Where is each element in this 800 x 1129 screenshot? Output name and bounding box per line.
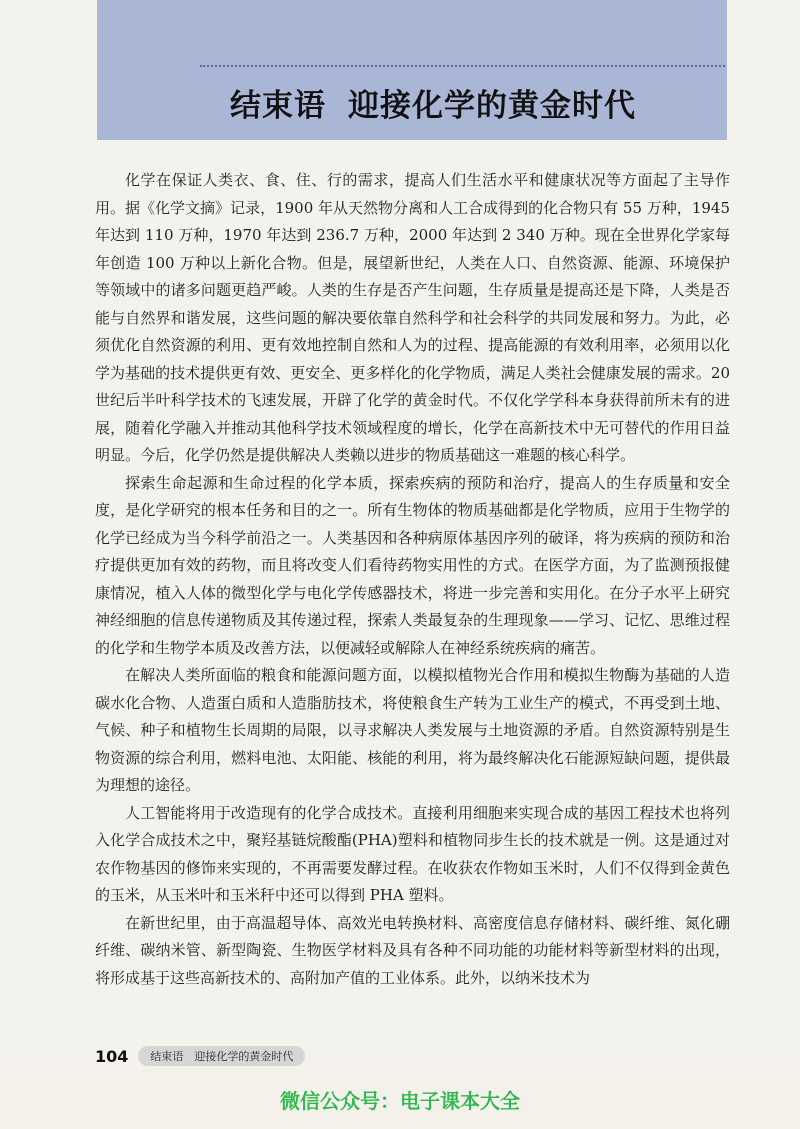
page-number: 104 bbox=[95, 1046, 129, 1066]
running-title: 结束语 迎接化学的黄金时代 bbox=[138, 1046, 305, 1066]
watermark-text: 微信公众号：电子课本大全 bbox=[280, 1089, 520, 1113]
banner-dotted-rule bbox=[200, 65, 725, 67]
body-text bbox=[95, 167, 730, 992]
chapter-title bbox=[230, 80, 636, 125]
page-footer bbox=[95, 1045, 395, 1067]
paragraph: 探索生命起源和生命过程的化学本质，探索疾病的预防和治疗，提高人的生存质量和安全度，是化学研究的根本任务和目的之一。所有生物体的物质基础都是化学物质，应用于生物学的化学已经成为当今科学前沿之一。人类基因和各种病原体基因序列的破译，将为疾病的预防和治疗提供更加有效的药物，而且将改变人们看待药物实用性的方式。在医学方面，为了监测预报健康情况，植入人体的微型化学与电化学传感器技术，将进一步完善和实用化。在分子水平上研究神经细胞的信息传递物质及其传递过程，探索人类最复杂的生理现象——学习、记忆、思维过程的化学和生物学本质及改善方法，以便减轻或解除人在神经系统疾病的痛苦。 bbox=[95, 473, 730, 657]
chapter-title-label: 结束语 bbox=[230, 88, 326, 124]
paragraph: 化学在保证人类衣、食、住、行的需求，提高人们生活水平和健康状况等方面起了主导作用。据《化学文摘》记录，1900 年从天然物分离和人工合成得到的化合物只有 55 万种，1945 年达到 110 万种，1970 年达到 236.7 万种，2000 年达到 2 340 万种。现在全世界化学家每年创造 100 万种以上新化合物。但是，展望新世纪，人类在人口、自然资源、能源、环境保护等领域中的诸多问题更趋严峻。人类的生存是否产生问题，生存质量是提高还是下降，人类是否能与自然界和谐发展，这些问题的解决要依靠自然科学和社会科学的共同发展和努力。为此，必须优化自然资源的利用、更有效地控制自然和人为的过程、提高能源的有效利用率，必须用以化学为基础的技术提供更有效、更安全、更多样化的化学物质，满足人类社会健康发展的需求。20 世纪后半叶科学技术的飞速发展，开辟了化学的黄金时代。不仅化学学科本身获得前所未有的进展，随着化学融入并推动其他科学技术领域程度的增长，化学在高新技术中无可替代的作用日益明显。今后，化学仍然是提供解决人类赖以进步的物质基础这一难题的核心科学。 bbox=[95, 171, 730, 464]
chapter-title-text: 迎接化学的黄金时代 bbox=[348, 88, 636, 124]
paragraph: 在新世纪里，由于高温超导体、高效光电转换材料、高密度信息存储材料、碳纤维、氮化硼纤维、碳纳米管、新型陶瓷、生物医学材料及具有各种不同功能的功能材料等新型材料的出现，将形成基于这些高新技术的、高附加产值的工业体系。此外，以纳米技术为 bbox=[95, 913, 730, 987]
paragraph: 在解决人类所面临的粮食和能源问题方面，以模拟植物光合作用和模拟生物酶为基础的人造碳水化合物、人造蛋白质和人造脂肪技术，将使粮食生产转为工业生产的模式，不再受到土地、气候、种子和植物生长周期的局限，以寻求解决人类发展与土地资源的矛盾。自然资源特别是生物资源的综合利用，燃料电池、太阳能、核能的利用，将为最终解决化石能源短缺问题，提供最为理想的途径。 bbox=[95, 666, 730, 794]
paragraph: 人工智能将用于改造现有的化学合成技术。直接利用细胞来实现合成的基因工程技术也将列入化学合成技术之中，聚羟基链烷酸酯(PHA)塑料和植物同步生长的技术就是一例。这是通过对农作物基因的修饰来实现的，不再需要发酵过程。在收获农作物如玉米时，人们不仅得到金黄色的玉米，从玉米叶和玉米秆中还可以得到 PHA 塑料。 bbox=[95, 803, 730, 904]
